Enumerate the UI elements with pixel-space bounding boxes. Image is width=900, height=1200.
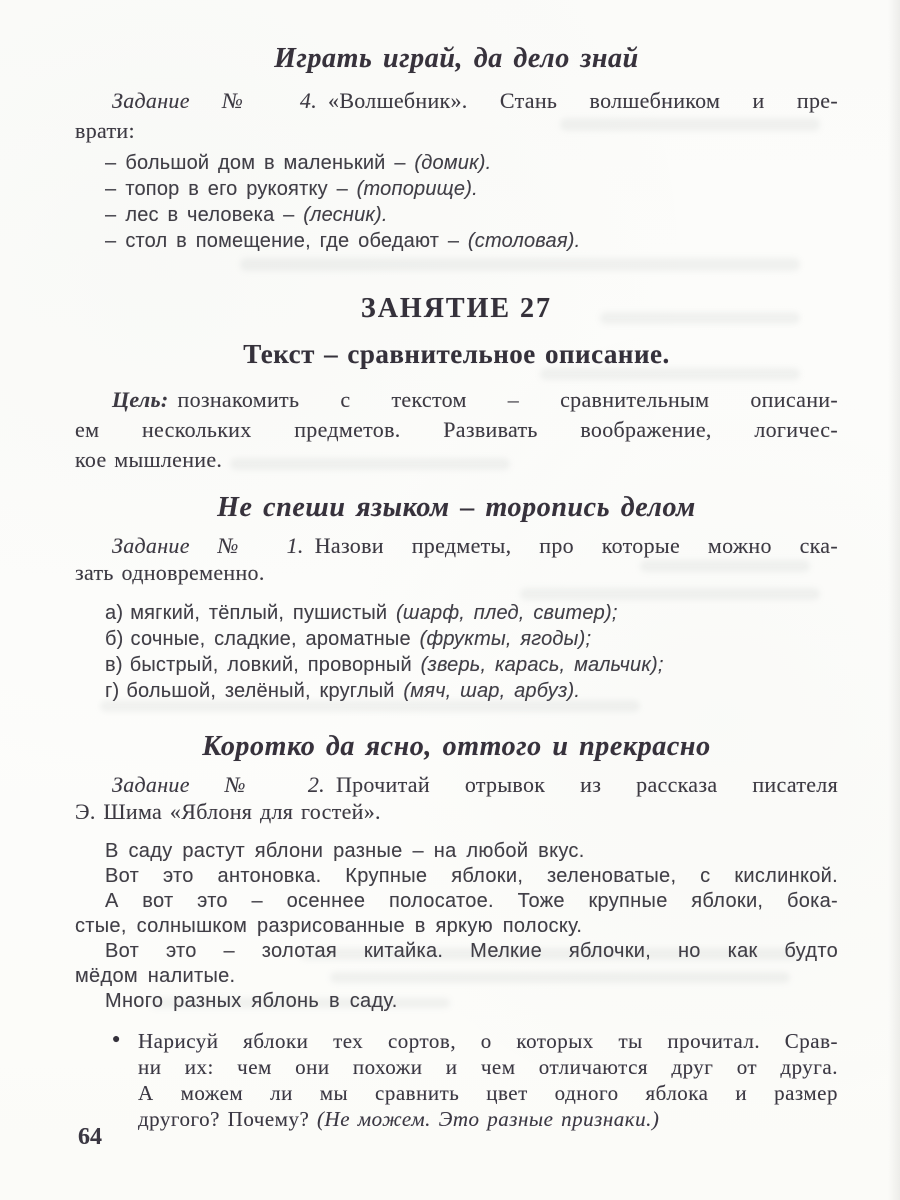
item-answer: (топорище).	[356, 178, 478, 200]
story-line: стые, солнышком разрисованные в яркую полоску.	[75, 915, 583, 937]
item-label: а)	[105, 602, 124, 624]
story-line: Много разных яблонь в саду.	[105, 990, 398, 1012]
task4-label: Задание № 4.	[112, 88, 318, 113]
exercise-line4-text: другого? Почему?	[138, 1107, 318, 1131]
transform-list	[75, 150, 838, 254]
exercise-answer: (Не можем. Это разные признаки.)	[317, 1107, 660, 1131]
story-paragraph-1	[75, 839, 838, 864]
item-answer: (шарф, плед, свитер);	[396, 602, 618, 624]
story-paragraph-4	[75, 939, 838, 989]
transform-item-1	[105, 150, 838, 176]
story-line: А вот это – осеннее полосатое. Тоже крупные яблоки, бока-	[105, 890, 838, 912]
task2-line1-text: Прочитай отрывок из рассказа писателя	[335, 772, 839, 797]
adjective-list	[75, 600, 838, 704]
task4-line1	[75, 86, 838, 116]
dash-marker: –	[105, 230, 117, 252]
lesson-number-heading: ЗАНЯТИЕ 27	[360, 293, 553, 324]
item-text: мягкий, тёплый, пушистый	[130, 602, 397, 624]
adjective-item-g	[105, 678, 838, 704]
story-line: Вот это антоновка. Крупные яблоки, зеленоватые, с кислинкой.	[105, 865, 838, 887]
transform-item-2	[105, 176, 838, 202]
task4-paragraph	[75, 86, 838, 146]
exercise-line2: ни их: чем они похожи и чем отличаются друг от друга.	[138, 1055, 838, 1079]
item-label: в)	[105, 654, 123, 676]
proverb-heading-short: Коротко да ясно, оттого и прекрасно	[202, 731, 711, 762]
proverb-heading-tongue: Не спеши языком – торопись делом	[217, 492, 696, 523]
task1-line1	[75, 532, 838, 559]
task1-line1-text: Назови предметы, про которые можно ска-	[314, 533, 838, 558]
adjective-item-v	[105, 652, 838, 678]
lesson-title-heading: Текст – сравнительное описание.	[243, 339, 670, 369]
transform-item-4	[105, 228, 838, 254]
item-text: стол в помещение, где обедают –	[125, 230, 468, 252]
item-answer: (столовая).	[467, 230, 581, 252]
story-paragraph-3	[75, 889, 838, 939]
goal-label: Цель:	[112, 387, 169, 412]
task1-paragraph	[75, 532, 838, 586]
drawing-exercise	[75, 1028, 838, 1132]
exercise-line4	[138, 1106, 838, 1132]
task2-paragraph	[75, 771, 838, 825]
task4-line2: врати:	[75, 118, 135, 143]
task1-line2: зать одновременно.	[75, 560, 265, 585]
item-label: б)	[105, 628, 124, 650]
item-text: большой, зелёный, круглый	[126, 680, 404, 702]
item-text: топор в его рукоятку –	[125, 178, 357, 200]
dash-marker: –	[105, 178, 117, 200]
task2-line1	[75, 771, 838, 798]
item-text: сочные, сладкие, ароматные	[130, 628, 420, 650]
bullet-icon: ●	[112, 1032, 121, 1047]
item-text: большой дом в маленький –	[125, 152, 415, 174]
exercise-line1: Нарисуй яблоки тех сортов, о которых ты прочитал. Срав-	[138, 1029, 838, 1053]
story-paragraph-2	[75, 864, 838, 889]
page-number: 64	[78, 1124, 102, 1150]
task2-label: Задание № 2.	[112, 772, 325, 797]
item-answer: (лесник).	[303, 204, 388, 226]
exercise-line3: А можем ли мы сравнить цвет одного яблока и размер	[138, 1081, 838, 1105]
story-line: Вот это – золотая китайка. Мелкие яблочки, но как будто	[105, 940, 838, 962]
story-excerpt	[75, 839, 838, 1014]
adjective-item-a	[105, 600, 838, 626]
story-line: В саду растут яблони разные – на любой вкус.	[105, 840, 585, 862]
task1-label: Задание № 1.	[112, 533, 304, 558]
proverb-heading-play: Играть играй, да дело знай	[274, 43, 639, 74]
lesson-goal-paragraph	[75, 385, 838, 475]
adjective-item-b	[105, 626, 838, 652]
story-line: мёдом налитые.	[75, 965, 236, 987]
dash-marker: –	[105, 152, 117, 174]
dash-marker: –	[105, 204, 117, 226]
item-text: лес в человека –	[125, 204, 304, 226]
item-answer: (мяч, шар, арбуз).	[403, 680, 581, 702]
page-content	[75, 42, 838, 1132]
goal-line3: кое мышление.	[75, 447, 223, 472]
task4-line1-text: «Волшебник». Стань волшебником и пре-	[328, 88, 838, 113]
goal-line2: ем нескольких предметов. Развивать воображение, логичес-	[75, 417, 838, 442]
item-answer: (домик).	[414, 152, 492, 174]
goal-line1	[75, 385, 838, 415]
task2-line2: Э. Шима «Яблоня для гостей».	[75, 799, 381, 824]
item-text: быстрый, ловкий, проворный	[129, 654, 421, 676]
transform-item-3	[105, 202, 838, 228]
item-answer: (зверь, карась, мальчик);	[420, 654, 664, 676]
goal-line1-text: познакомить с текстом – сравнительным описани-	[177, 387, 838, 412]
story-paragraph-5	[75, 989, 838, 1014]
item-label: г)	[105, 680, 120, 702]
item-answer: (фрукты, ягоды);	[419, 628, 592, 650]
